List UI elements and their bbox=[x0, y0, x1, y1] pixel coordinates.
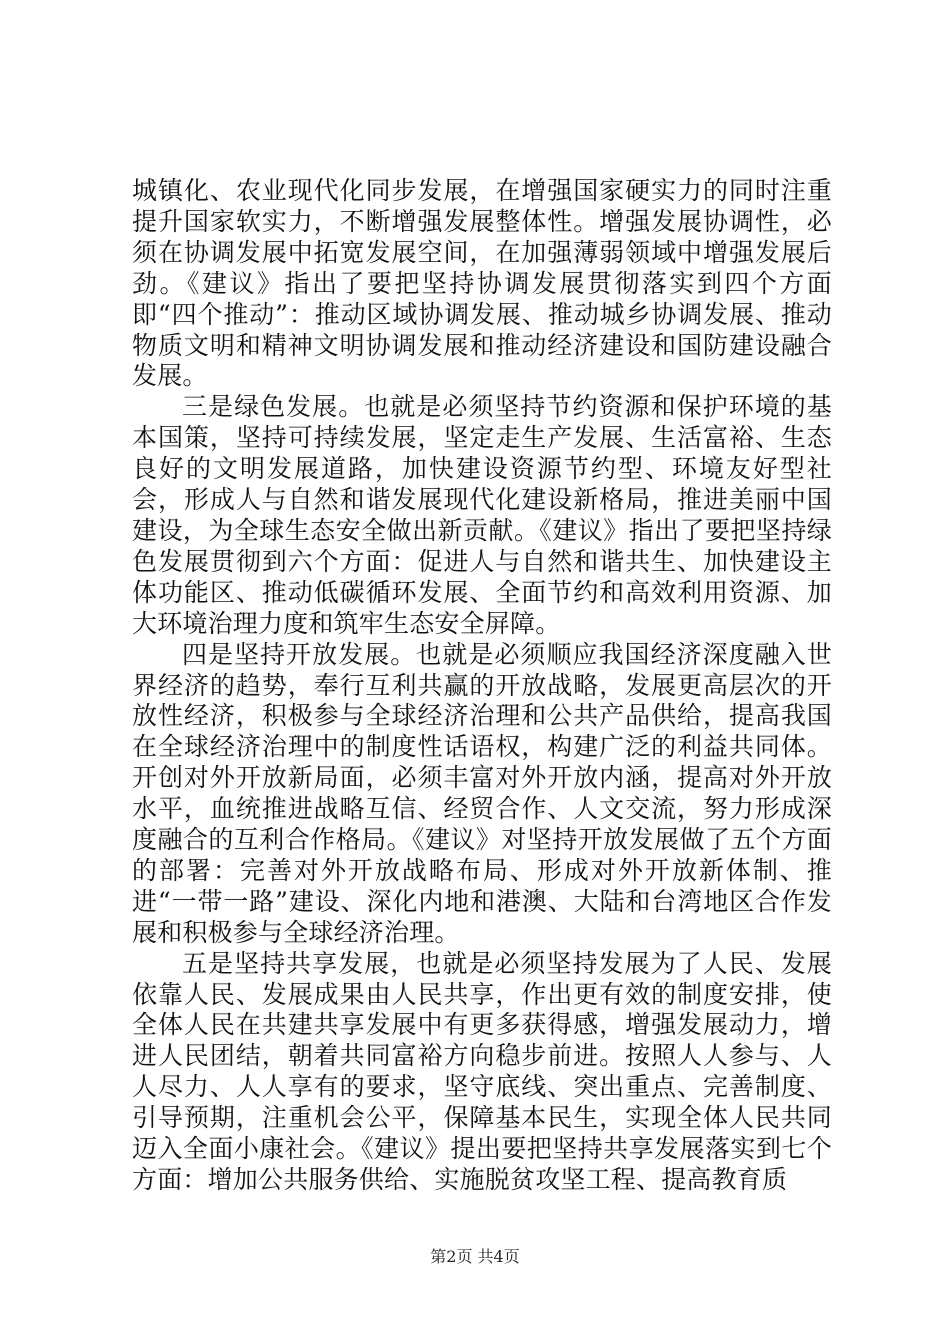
paragraph-shared-development: 五是坚持共享发展，也就是必须坚持发展为了人民、发展依靠人民、发展成果由人民共享，作出更有效的制度安排，使全体人民在共建共享发展中有更多获得感，增强发展动力，增进人民团结，朝着共同富裕方向稳步前进。按照人人参与、人人尽力、人人享有的要求，坚守底线、突出重点、完善制度、引导预期，注重机会公平，保障基本民生，实现全体人民共同迈入全面小康社会。《建议》提出要把坚持共享发展落实到七个方面：增加公共服务供给、实施脱贫攻坚工程、提高教育质 bbox=[132, 948, 832, 1194]
document-body bbox=[132, 176, 832, 1196]
page-number-footer: 第2页 共4页 bbox=[430, 1247, 520, 1266]
paragraph-green-development: 三是绿色发展。也就是必须坚持节约资源和保护环境的基本国策，坚持可持续发展，坚定走生产发展、生活富裕、生态良好的文明发展道路，加快建设资源节约型、环境友好型社会，形成人与自然和谐发展现代化建设新格局，推进美丽中国建设，为全球生态安全做出新贡献。《建议》指出了要把坚持绿色发展贯彻到六个方面：促进人与自然和谐共生、加快建设主体功能区、推动低碳循环发展、全面节约和高效利用资源、加大环境治理力度和筑牢生态安全屏障。 bbox=[132, 392, 832, 638]
paragraph-open-development: 四是坚持开放发展。也就是必须顺应我国经济深度融入世界经济的趋势，奉行互利共赢的开放战略，发展更高层次的开放性经济，积极参与全球经济治理和公共产品供给，提高我国在全球经济治理中的制度性话语权，构建广泛的利益共同体。开创对外开放新局面，必须丰富对外开放内涵，提高对外开放水平，血统推进战略互信、经贸合作、人文交流，努力形成深度融合的互利合作格局。《建议》对坚持开放发展做了五个方面的部署：完善对外开放战略布局、形成对外开放新体制、推进“一带一路”建设、深化内地和港澳、大陆和台湾地区合作发展和积极参与全球经济治理。 bbox=[132, 639, 832, 947]
paragraph-continuation: 城镇化、农业现代化同步发展，在增强国家硬实力的同时注重提升国家软实力，不断增强发展整体性。增强发展协调性，必须在协调发展中拓宽发展空间，在加强薄弱领域中增强发展后劲。《建议》指出了要把坚持协调发展贯彻落实到四个方面即“四个推动”：推动区域协调发展、推动城乡协调发展、推动物质文明和精神文明协调发展和推动经济建设和国防建设融合发展。 bbox=[132, 176, 832, 391]
